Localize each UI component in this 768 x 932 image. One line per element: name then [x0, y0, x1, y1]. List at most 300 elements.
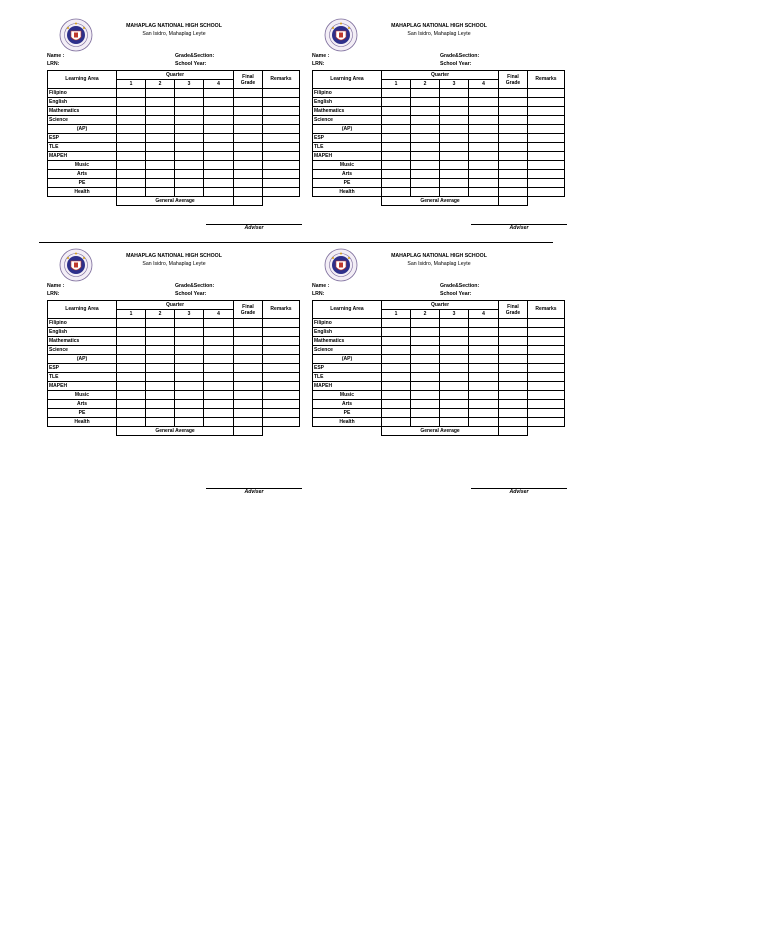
grade-cell[interactable] — [234, 116, 263, 125]
grade-cell[interactable] — [440, 161, 469, 170]
grade-cell[interactable] — [175, 125, 204, 134]
grade-cell[interactable] — [469, 116, 499, 125]
grade-cell[interactable] — [175, 143, 204, 152]
grade-cell[interactable] — [411, 179, 440, 188]
grade-cell[interactable] — [499, 355, 528, 364]
grade-cell[interactable] — [234, 98, 263, 107]
grade-cell[interactable] — [440, 152, 469, 161]
grade-cell[interactable] — [440, 382, 469, 391]
grade-cell[interactable] — [146, 152, 175, 161]
grade-cell[interactable] — [263, 355, 300, 364]
grade-cell[interactable] — [204, 391, 234, 400]
grade-cell[interactable] — [440, 170, 469, 179]
grade-cell[interactable] — [528, 391, 565, 400]
grade-cell[interactable] — [469, 143, 499, 152]
grade-cell[interactable] — [411, 400, 440, 409]
grade-cell[interactable] — [146, 125, 175, 134]
grade-cell[interactable] — [440, 125, 469, 134]
grade-cell[interactable] — [411, 152, 440, 161]
grade-cell[interactable] — [411, 382, 440, 391]
grade-cell[interactable] — [528, 364, 565, 373]
grade-cell[interactable] — [175, 107, 204, 116]
grade-cell[interactable] — [234, 319, 263, 328]
grade-cell[interactable] — [499, 188, 528, 197]
grade-cell[interactable] — [528, 107, 565, 116]
grade-cell[interactable] — [499, 409, 528, 418]
grade-cell[interactable] — [469, 98, 499, 107]
grade-cell[interactable] — [117, 373, 146, 382]
grade-cell[interactable] — [499, 143, 528, 152]
grade-cell[interactable] — [499, 161, 528, 170]
grade-cell[interactable] — [263, 364, 300, 373]
grade-cell[interactable] — [411, 161, 440, 170]
grade-cell[interactable] — [382, 373, 411, 382]
grade-cell[interactable] — [469, 188, 499, 197]
grade-cell[interactable] — [204, 328, 234, 337]
grade-cell[interactable] — [382, 107, 411, 116]
grade-cell[interactable] — [146, 355, 175, 364]
grade-cell[interactable] — [263, 400, 300, 409]
grade-cell[interactable] — [175, 328, 204, 337]
grade-cell[interactable] — [411, 125, 440, 134]
grade-cell[interactable] — [469, 364, 499, 373]
grade-cell[interactable] — [440, 188, 469, 197]
grade-cell[interactable] — [382, 391, 411, 400]
grade-cell[interactable] — [528, 355, 565, 364]
grade-cell[interactable] — [234, 107, 263, 116]
grade-cell[interactable] — [411, 116, 440, 125]
grade-cell[interactable] — [117, 179, 146, 188]
grade-cell[interactable] — [117, 391, 146, 400]
grade-cell[interactable] — [175, 355, 204, 364]
grade-cell[interactable] — [117, 152, 146, 161]
grade-cell[interactable] — [263, 391, 300, 400]
grade-cell[interactable] — [263, 188, 300, 197]
grade-cell[interactable] — [528, 400, 565, 409]
grade-cell[interactable] — [528, 328, 565, 337]
grade-cell[interactable] — [263, 346, 300, 355]
grade-cell[interactable] — [382, 89, 411, 98]
grade-cell[interactable] — [234, 400, 263, 409]
grade-cell[interactable] — [146, 409, 175, 418]
grade-cell[interactable] — [411, 170, 440, 179]
grade-cell[interactable] — [528, 170, 565, 179]
grade-cell[interactable] — [234, 188, 263, 197]
grade-cell[interactable] — [175, 409, 204, 418]
grade-cell[interactable] — [440, 143, 469, 152]
grade-cell[interactable] — [117, 89, 146, 98]
grade-cell[interactable] — [234, 161, 263, 170]
grade-cell[interactable] — [234, 364, 263, 373]
grade-cell[interactable] — [263, 328, 300, 337]
grade-cell[interactable] — [175, 188, 204, 197]
grade-cell[interactable] — [175, 89, 204, 98]
grade-cell[interactable] — [263, 418, 300, 427]
grade-cell[interactable] — [117, 116, 146, 125]
grade-cell[interactable] — [146, 346, 175, 355]
grade-cell[interactable] — [117, 418, 146, 427]
grade-cell[interactable] — [499, 179, 528, 188]
grade-cell[interactable] — [175, 98, 204, 107]
grade-cell[interactable] — [469, 355, 499, 364]
grade-cell[interactable] — [263, 125, 300, 134]
grade-cell[interactable] — [146, 373, 175, 382]
grade-cell[interactable] — [469, 373, 499, 382]
grade-cell[interactable] — [263, 409, 300, 418]
grade-cell[interactable] — [204, 364, 234, 373]
grade-cell[interactable] — [117, 125, 146, 134]
grade-cell[interactable] — [469, 179, 499, 188]
grade-cell[interactable] — [382, 400, 411, 409]
grade-cell[interactable] — [117, 328, 146, 337]
grade-cell[interactable] — [499, 337, 528, 346]
grade-cell[interactable] — [175, 400, 204, 409]
grade-cell[interactable] — [440, 364, 469, 373]
grade-cell[interactable] — [469, 328, 499, 337]
grade-cell[interactable] — [204, 89, 234, 98]
grade-cell[interactable] — [382, 418, 411, 427]
grade-cell[interactable] — [411, 364, 440, 373]
grade-cell[interactable] — [204, 161, 234, 170]
grade-cell[interactable] — [528, 98, 565, 107]
grade-cell[interactable] — [528, 161, 565, 170]
grade-cell[interactable] — [499, 98, 528, 107]
grade-cell[interactable] — [175, 116, 204, 125]
grade-cell[interactable] — [411, 89, 440, 98]
grade-cell[interactable] — [263, 89, 300, 98]
grade-cell[interactable] — [146, 418, 175, 427]
grade-cell[interactable] — [440, 373, 469, 382]
subject-arts: Arts — [48, 400, 117, 409]
grade-cell[interactable] — [234, 382, 263, 391]
grade-cell[interactable] — [146, 89, 175, 98]
grade-cell[interactable] — [440, 134, 469, 143]
general-average-cell[interactable] — [234, 197, 263, 206]
grade-cell[interactable] — [117, 319, 146, 328]
grade-cell[interactable] — [204, 319, 234, 328]
grade-cell[interactable] — [117, 337, 146, 346]
grade-cell[interactable] — [146, 161, 175, 170]
grade-cell[interactable] — [499, 346, 528, 355]
grade-cell[interactable] — [469, 152, 499, 161]
grade-cell[interactable] — [382, 170, 411, 179]
grade-cell[interactable] — [263, 134, 300, 143]
grade-cell[interactable] — [146, 382, 175, 391]
grade-cell[interactable] — [528, 89, 565, 98]
grade-cell[interactable] — [528, 409, 565, 418]
general-average-cell[interactable] — [499, 427, 528, 436]
grade-cell[interactable] — [469, 337, 499, 346]
grade-cell[interactable] — [382, 134, 411, 143]
grade-cell[interactable] — [175, 161, 204, 170]
grade-cell[interactable] — [440, 346, 469, 355]
grade-cell[interactable] — [146, 319, 175, 328]
grade-cell[interactable] — [499, 116, 528, 125]
grade-cell[interactable] — [234, 373, 263, 382]
grade-cell[interactable] — [469, 319, 499, 328]
grade-cell[interactable] — [234, 143, 263, 152]
grade-cell[interactable] — [382, 125, 411, 134]
grade-cell[interactable] — [175, 134, 204, 143]
grade-cell[interactable] — [440, 400, 469, 409]
grade-cell[interactable] — [204, 134, 234, 143]
grade-cell[interactable] — [499, 373, 528, 382]
grade-cell[interactable] — [263, 337, 300, 346]
grade-section-label: Grade&Section: — [440, 283, 480, 289]
grade-cell[interactable] — [204, 409, 234, 418]
grade-cell[interactable] — [382, 346, 411, 355]
subject-araling-panlipunan: (AP) — [48, 355, 117, 364]
grade-cell[interactable] — [411, 391, 440, 400]
grade-cell[interactable] — [234, 134, 263, 143]
grade-cell[interactable] — [175, 373, 204, 382]
grade-cell[interactable] — [117, 346, 146, 355]
grade-cell[interactable] — [117, 188, 146, 197]
grade-cell[interactable] — [411, 143, 440, 152]
grade-cell[interactable] — [382, 364, 411, 373]
grade-cell[interactable] — [234, 409, 263, 418]
grade-cell[interactable] — [382, 143, 411, 152]
grade-cell[interactable] — [440, 391, 469, 400]
grade-cell[interactable] — [528, 125, 565, 134]
grade-cell[interactable] — [263, 152, 300, 161]
grade-cell[interactable] — [382, 409, 411, 418]
grade-cell[interactable] — [175, 319, 204, 328]
grade-cell[interactable] — [146, 170, 175, 179]
grade-cell[interactable] — [204, 170, 234, 179]
grade-cell[interactable] — [499, 134, 528, 143]
grade-cell[interactable] — [382, 116, 411, 125]
grade-cell[interactable] — [469, 400, 499, 409]
grade-cell[interactable] — [411, 107, 440, 116]
grade-cell[interactable] — [204, 400, 234, 409]
grade-cell[interactable] — [204, 346, 234, 355]
grade-cell[interactable] — [440, 337, 469, 346]
grade-cell[interactable] — [382, 328, 411, 337]
grade-cell[interactable] — [175, 337, 204, 346]
remarks-header: Remarks — [263, 71, 300, 89]
grade-cell[interactable] — [117, 409, 146, 418]
grade-cell[interactable] — [528, 152, 565, 161]
grade-cell[interactable] — [528, 319, 565, 328]
grade-cell[interactable] — [175, 346, 204, 355]
grade-cell[interactable] — [411, 409, 440, 418]
grade-cell[interactable] — [234, 179, 263, 188]
grade-cell[interactable] — [469, 89, 499, 98]
grade-cell[interactable] — [499, 125, 528, 134]
grade-cell[interactable] — [204, 418, 234, 427]
grade-cell[interactable] — [440, 328, 469, 337]
grade-cell[interactable] — [263, 179, 300, 188]
grade-cell[interactable] — [499, 364, 528, 373]
grade-cell[interactable] — [499, 107, 528, 116]
grade-cell[interactable] — [117, 98, 146, 107]
grade-cell[interactable] — [146, 179, 175, 188]
grade-cell[interactable] — [146, 98, 175, 107]
grade-cell[interactable] — [146, 328, 175, 337]
grade-cell[interactable] — [469, 382, 499, 391]
grade-cell[interactable] — [411, 355, 440, 364]
grade-cell[interactable] — [204, 337, 234, 346]
grade-cell[interactable] — [263, 170, 300, 179]
grade-cell[interactable] — [499, 328, 528, 337]
grade-cell[interactable] — [411, 319, 440, 328]
grade-cell[interactable] — [528, 337, 565, 346]
grade-cell[interactable] — [528, 143, 565, 152]
grade-cell[interactable] — [528, 373, 565, 382]
grade-cell[interactable] — [469, 161, 499, 170]
grade-cell[interactable] — [146, 116, 175, 125]
grade-cell[interactable] — [499, 170, 528, 179]
grade-cell[interactable] — [263, 143, 300, 152]
grade-cell[interactable] — [234, 355, 263, 364]
grade-cell[interactable] — [382, 355, 411, 364]
grade-cell[interactable] — [411, 328, 440, 337]
grade-cell[interactable] — [234, 125, 263, 134]
grade-cell[interactable] — [204, 179, 234, 188]
subject-esp: ESP — [313, 364, 382, 373]
grade-cell[interactable] — [117, 107, 146, 116]
grade-cell[interactable] — [146, 134, 175, 143]
grade-cell[interactable] — [263, 382, 300, 391]
grade-cell[interactable] — [204, 125, 234, 134]
grade-cell[interactable] — [382, 319, 411, 328]
grades-table — [47, 300, 300, 436]
grade-cell[interactable] — [411, 134, 440, 143]
grade-cell[interactable] — [263, 107, 300, 116]
grade-cell[interactable] — [175, 179, 204, 188]
grade-cell[interactable] — [263, 161, 300, 170]
grade-cell[interactable] — [263, 373, 300, 382]
grade-cell[interactable] — [469, 346, 499, 355]
grade-cell[interactable] — [411, 418, 440, 427]
grade-cell[interactable] — [204, 107, 234, 116]
grade-cell[interactable] — [175, 152, 204, 161]
grade-cell[interactable] — [469, 107, 499, 116]
grade-cell[interactable] — [411, 337, 440, 346]
grade-cell[interactable] — [117, 134, 146, 143]
grade-cell[interactable] — [263, 98, 300, 107]
grade-cell[interactable] — [528, 382, 565, 391]
grade-cell[interactable] — [234, 328, 263, 337]
grade-cell[interactable] — [469, 409, 499, 418]
grade-cell[interactable] — [528, 134, 565, 143]
grade-cell[interactable] — [175, 364, 204, 373]
grade-cell[interactable] — [440, 409, 469, 418]
grade-cell[interactable] — [204, 382, 234, 391]
grade-cell[interactable] — [234, 152, 263, 161]
grade-cell[interactable] — [175, 418, 204, 427]
grade-cell[interactable] — [146, 400, 175, 409]
grade-cell[interactable] — [499, 400, 528, 409]
grade-cell[interactable] — [117, 143, 146, 152]
grade-cell[interactable] — [234, 337, 263, 346]
grade-cell[interactable] — [234, 418, 263, 427]
general-average-cell[interactable] — [499, 197, 528, 206]
grade-cell[interactable] — [146, 188, 175, 197]
grade-cell[interactable] — [440, 319, 469, 328]
grade-cell[interactable] — [499, 418, 528, 427]
grade-cell[interactable] — [146, 337, 175, 346]
grade-cell[interactable] — [234, 346, 263, 355]
grade-cell[interactable] — [440, 179, 469, 188]
grade-cell[interactable] — [469, 418, 499, 427]
grade-cell[interactable] — [146, 143, 175, 152]
grade-cell[interactable] — [440, 116, 469, 125]
general-average-cell[interactable] — [234, 427, 263, 436]
grade-cell[interactable] — [146, 364, 175, 373]
grade-cell[interactable] — [469, 391, 499, 400]
grade-cell[interactable] — [411, 188, 440, 197]
grade-cell[interactable] — [117, 382, 146, 391]
grade-cell[interactable] — [175, 391, 204, 400]
grade-cell[interactable] — [528, 418, 565, 427]
grade-cell[interactable] — [382, 188, 411, 197]
grade-cell[interactable] — [440, 418, 469, 427]
grade-cell[interactable] — [263, 319, 300, 328]
grade-cell[interactable] — [117, 400, 146, 409]
grade-cell[interactable] — [528, 116, 565, 125]
grade-cell[interactable] — [469, 134, 499, 143]
grade-cell[interactable] — [411, 98, 440, 107]
grade-cell[interactable] — [440, 107, 469, 116]
school-address: San Isidro, Mahaplag Leyte — [142, 261, 206, 267]
grade-cell[interactable] — [528, 179, 565, 188]
grade-cell[interactable] — [499, 319, 528, 328]
grade-cell[interactable] — [204, 188, 234, 197]
grade-cell[interactable] — [469, 170, 499, 179]
grade-cell[interactable] — [146, 391, 175, 400]
grade-cell[interactable] — [382, 382, 411, 391]
grade-cell[interactable] — [117, 161, 146, 170]
grade-cell[interactable] — [117, 170, 146, 179]
grade-cell[interactable] — [382, 161, 411, 170]
grade-cell[interactable] — [263, 116, 300, 125]
grade-cell[interactable] — [204, 98, 234, 107]
grade-cell[interactable] — [382, 152, 411, 161]
grade-cell[interactable] — [469, 125, 499, 134]
grade-cell[interactable] — [499, 89, 528, 98]
grade-cell[interactable] — [382, 337, 411, 346]
grade-cell[interactable] — [234, 89, 263, 98]
grade-cell[interactable] — [411, 346, 440, 355]
grade-cell[interactable] — [499, 382, 528, 391]
grade-cell[interactable] — [528, 188, 565, 197]
grade-cell[interactable] — [117, 355, 146, 364]
grade-cell[interactable] — [528, 346, 565, 355]
grade-cell[interactable] — [234, 391, 263, 400]
grade-cell[interactable] — [382, 179, 411, 188]
grade-row — [48, 409, 300, 418]
grade-cell[interactable] — [117, 364, 146, 373]
grade-cell[interactable] — [204, 373, 234, 382]
grade-cell[interactable] — [175, 382, 204, 391]
grade-cell[interactable] — [440, 355, 469, 364]
grade-cell[interactable] — [411, 373, 440, 382]
grade-cell[interactable] — [204, 355, 234, 364]
grade-cell[interactable] — [440, 89, 469, 98]
grade-cell[interactable] — [234, 170, 263, 179]
grade-cell[interactable] — [204, 143, 234, 152]
grade-cell[interactable] — [146, 107, 175, 116]
grade-cell[interactable] — [175, 170, 204, 179]
grade-cell[interactable] — [499, 391, 528, 400]
grade-cell[interactable] — [440, 98, 469, 107]
grade-cell[interactable] — [499, 152, 528, 161]
grade-cell[interactable] — [382, 98, 411, 107]
grade-cell[interactable] — [204, 152, 234, 161]
grade-cell[interactable] — [204, 116, 234, 125]
